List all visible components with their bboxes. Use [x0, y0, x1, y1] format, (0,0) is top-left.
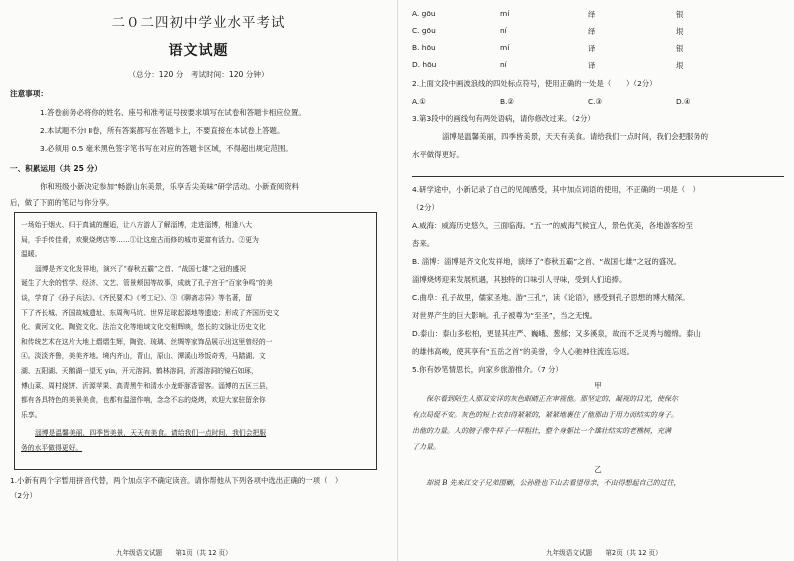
- passage-line: ④。淡淡齐鲁，美美齐地。境内齐山，青山，原山、潭溪山珍饭奇秀，马踏湖、文: [21, 352, 266, 361]
- page-footer: 九年级语文试题 第1页（共 12 页）: [116, 549, 232, 557]
- passage-line: 乐享。: [21, 410, 42, 419]
- passage-line: 和传统艺术在这片大地上熠熠生辉，陶瓷、琉璃、丝绸等家饰品展示出这里曾经的一: [21, 337, 273, 346]
- option-text: 银: [676, 44, 684, 53]
- option-text: ní: [500, 26, 507, 35]
- underlined-quote: 务的水平做得更好。: [21, 443, 83, 452]
- question-2-options: [412, 97, 784, 106]
- option-text: D. hōu: [412, 60, 437, 69]
- option-text: D.④: [676, 97, 691, 106]
- option-row-b: [412, 43, 784, 54]
- question-4-option: B. 淄博：淄博是齐文化发祥地，演绎了“春秋五霸”之首、“战国七雄”之冠的盛况。: [412, 257, 681, 266]
- notice-item: 1.答卷前务必将你的姓名、座号和准考证号按要求填写在试卷和答题卡相应位置。: [40, 108, 306, 117]
- passage-line: 都有各具特色的美景美食，也都有温滋作响，念念不忘的烧烤，欢迎大家驻留余你: [21, 396, 266, 405]
- question-4-option: C.曲阜：孔子故里，儒家圣地。游“三孔”，读《论语》，感受到孔子思想的博大精深。: [412, 293, 690, 302]
- question-5: 5.你有妙笔情思长，向家乡旅游推介。（7 分）: [412, 365, 563, 374]
- option-text: A.①: [412, 97, 426, 106]
- intro-line: 后，做了下面的笔记与你分享。: [10, 198, 114, 207]
- question-1-score: （2分）: [10, 491, 37, 500]
- page-right: [397, 0, 794, 561]
- passage-line: 一场始于烟火、归于真诚的邂逅，让八方游人了解淄博，走进淄博，相逢八大: [21, 221, 253, 229]
- passage-line: 湖、五阳湖、天鹅湖一望无 yín，开元溶洞、鹤林溶洞，沂源溶洞的镜石如琢，: [21, 366, 258, 375]
- answer-line: [412, 176, 784, 177]
- option-text: 银: [676, 10, 684, 19]
- passage-line: 却说 B 先来江交子兄弟围剿，公孙胜也下山去看望母亲，不由得想起自己的过往，: [426, 479, 681, 487]
- option-row-c: [412, 26, 784, 37]
- question-1: 1.小新有两个字暂用拼音代替，两个加点字不确定读音。请你帮他从下列各项中选出正确的一项（ ）: [10, 476, 343, 485]
- notice-item: 3.必须用 0.5 毫米黑色签字笔书写在对应的答题卡区域，不得超出规定范围。: [40, 144, 293, 153]
- passage-line: 淄博是齐文化发祥地，演兴了“春秋五霸”之首、“战国七雄”之冠的盛况: [35, 264, 247, 273]
- question-4-option: D.泰山：泰山多松柏，更显其庄严、巍峨、葱郁；又多溪泉，故而不乏灵秀与缠绵。泰山: [412, 329, 701, 338]
- passage-jia-label: 甲: [594, 381, 602, 390]
- question-4-option: 淄博烧烤迎来发展机遇，其独特的口味引人寻味，受到人们追捧。: [412, 275, 627, 284]
- passage-line: 温暖。: [21, 250, 42, 259]
- underlined-quote: 淄博是温馨美丽，四季皆美景，天天有美食。请给我们一点时间，我们会把服: [35, 429, 267, 438]
- option-text: ní: [500, 60, 507, 69]
- option-row-d: [412, 60, 784, 71]
- option-text: C.③: [588, 97, 603, 106]
- option-text: 垠: [676, 27, 684, 36]
- question-4-option: 对世界产生的巨大影响。孔子被尊为“至圣”，当之无愧。: [412, 311, 598, 320]
- option-text: 绎: [588, 27, 596, 36]
- exam-meta: （总分：120 分 考试时间：120 分钟）: [128, 70, 269, 79]
- option-text: 绎: [588, 10, 596, 19]
- option-text: B.②: [500, 97, 515, 106]
- option-text: mí: [500, 43, 510, 52]
- passage-yi-label: 乙: [594, 465, 602, 474]
- option-text: 译: [588, 44, 596, 53]
- question-4-option: A.威海：威海历史悠久，三面临海。“五一”的威海气候宜人，景色优美，各地游客纷至: [412, 221, 693, 230]
- passage-line: 出他的力量。人的膀子像牛样子一样粗壮，整个身躯比一个雄壮结实的老樵树，充满: [412, 427, 671, 435]
- intro-line: 你和班级小新决定参加“畅游山东美景，乐享舌尖美味”研学活动。小新查阅资料: [40, 182, 299, 191]
- passage-line: 诞生了大余的哲学、经济、文艺、管景颊国等故事，成就了孔子宫于“百家争鸣”的美: [21, 279, 273, 288]
- question-4: 4.研学途中，小新记录了自己的见闻感受，其中加点词语的使用，不正确的一项是（ ）: [412, 185, 700, 194]
- passage-line: 有点局促不安。灰色的短上衣扣得紧紧的，紧紧地裹住了他那由于用力而结实的身子。: [412, 411, 678, 419]
- subject-title: 语文试题: [168, 43, 229, 59]
- passage-line: 了力量。: [412, 443, 440, 451]
- option-text: C. gōu: [412, 26, 436, 35]
- notice-title: 注意事项：: [10, 89, 48, 98]
- option-text: 译: [588, 61, 596, 70]
- section-heading: 一、积累运用（共 25 分）: [10, 164, 102, 173]
- question-3-quote: 淄博是温馨美丽，四季皆美景，天天有美食。请给我们一点时间，我们会把服务的: [442, 132, 709, 141]
- passage-jia: [412, 391, 784, 455]
- option-row-a: [412, 9, 784, 20]
- question-4-option: 的雄伟高峻，使其享有“五岳之首”的美誉，令人心驰神往流连忘返。: [412, 347, 634, 356]
- question-4-option: 沓来。: [412, 239, 435, 248]
- page-footer: 九年级语文试题 第2页（共 12 页）: [546, 549, 662, 557]
- question-3: 3.第3段中的画线句有两处语病，请你修改过来。（2分）: [412, 114, 595, 123]
- exam-title: 二０二四初中学业水平考试: [111, 15, 286, 31]
- passage-line: 局，手手传佳肴，欢聚烧烤店等……①让这座古而修的城市更富有活力。②更为: [21, 235, 259, 244]
- question-4-score: （2分）: [412, 203, 439, 212]
- notice-item: 2.本试题不分Ⅰ Ⅱ卷，所有答案都写在答题卡上，不要直接在本试卷上答题。: [40, 126, 285, 135]
- option-text: B. hōu: [412, 43, 436, 52]
- passage-line: 化、黄河文化、陶瓷文化、法治文化等地域文化交相辉映，悠长的文脉让历史文化: [21, 323, 266, 332]
- passage-yi: [412, 475, 784, 491]
- passage-box: [14, 212, 377, 470]
- option-text: 垠: [676, 61, 684, 70]
- passage-line: 下了齐长城、齐国故城遗址、东周殉马坑、世界足球起源地等遗迹；形成了齐国历史文: [21, 308, 280, 317]
- passage-line: 谈，学育了《孙子兵法》、《齐民要术》《考工记》、③《聊斋志异》等名著，留: [21, 293, 253, 302]
- option-text: mí: [500, 9, 510, 18]
- question-3-quote: 水平做得更好。: [412, 150, 464, 159]
- notice-list: [40, 108, 387, 154]
- question-2: 2.上面文段中画波浪线的四处标点符号，使用正确的一处是（ ）（2分）: [412, 79, 657, 88]
- passage-line: 保尔看到陌生人那双安详的灰色眼睛正在审视他。那坚定的、凝视的目光，使保尔: [426, 395, 678, 403]
- passage-line: 博山菜、周村烧饼、沂源苹果、高青黑牛和清水小龙虾豚香留客。淄博的五区三县，: [21, 381, 273, 390]
- option-text: A. gōu: [412, 9, 436, 18]
